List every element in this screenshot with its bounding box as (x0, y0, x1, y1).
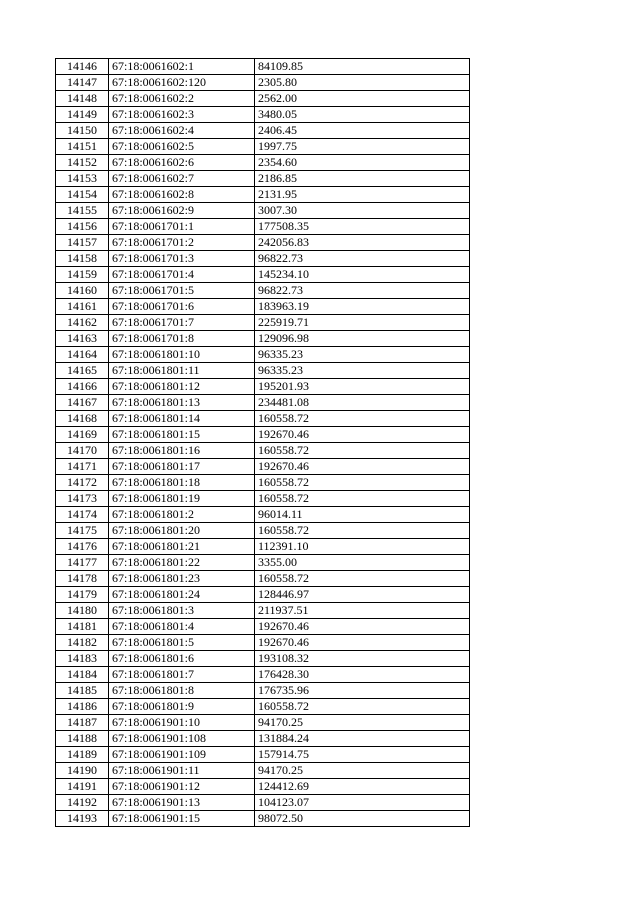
cadastral-number-cell: 67:18:0061901:12 (109, 779, 255, 795)
row-number-cell: 14190 (56, 763, 109, 779)
row-number-cell: 14166 (56, 379, 109, 395)
table-row (56, 699, 470, 715)
row-number-cell: 14177 (56, 555, 109, 571)
table-row (56, 715, 470, 731)
cadastral-number-cell: 67:18:0061602:5 (109, 139, 255, 155)
row-number-cell: 14168 (56, 411, 109, 427)
cadastral-number-cell: 67:18:0061901:10 (109, 715, 255, 731)
cadastral-number-cell: 67:18:0061701:3 (109, 251, 255, 267)
row-number-cell: 14165 (56, 363, 109, 379)
cadastral-number-cell: 67:18:0061602:2 (109, 91, 255, 107)
value-cell: 160558.72 (255, 475, 470, 491)
row-number-cell: 14162 (56, 315, 109, 331)
table-row (56, 171, 470, 187)
table-row (56, 299, 470, 315)
row-number-cell: 14153 (56, 171, 109, 187)
table-row (56, 619, 470, 635)
row-number-cell: 14150 (56, 123, 109, 139)
row-number-cell: 14154 (56, 187, 109, 203)
table-row (56, 123, 470, 139)
table-row (56, 107, 470, 123)
table-row (56, 635, 470, 651)
value-cell: 160558.72 (255, 571, 470, 587)
row-number-cell: 14148 (56, 91, 109, 107)
cadastral-number-cell: 67:18:0061602:7 (109, 171, 255, 187)
table-row (56, 491, 470, 507)
value-cell: 177508.35 (255, 219, 470, 235)
row-number-cell: 14181 (56, 619, 109, 635)
value-cell: 131884.24 (255, 731, 470, 747)
value-cell: 160558.72 (255, 411, 470, 427)
cadastral-number-cell: 67:18:0061602:8 (109, 187, 255, 203)
row-number-cell: 14146 (56, 59, 109, 75)
cadastral-number-cell: 67:18:0061801:2 (109, 507, 255, 523)
row-number-cell: 14151 (56, 139, 109, 155)
table-row (56, 347, 470, 363)
value-cell: 225919.71 (255, 315, 470, 331)
cadastral-number-cell: 67:18:0061701:8 (109, 331, 255, 347)
cadastral-number-cell: 67:18:0061801:22 (109, 555, 255, 571)
value-cell: 2562.00 (255, 91, 470, 107)
row-number-cell: 14149 (56, 107, 109, 123)
row-number-cell: 14189 (56, 747, 109, 763)
cadastral-number-cell: 67:18:0061701:6 (109, 299, 255, 315)
row-number-cell: 14193 (56, 811, 109, 827)
cadastral-number-cell: 67:18:0061701:2 (109, 235, 255, 251)
value-cell: 145234.10 (255, 267, 470, 283)
value-cell: 94170.25 (255, 763, 470, 779)
table-row (56, 395, 470, 411)
value-cell: 192670.46 (255, 635, 470, 651)
cadastral-number-cell: 67:18:0061801:5 (109, 635, 255, 651)
value-cell: 3355.00 (255, 555, 470, 571)
cadastral-number-cell: 67:18:0061901:108 (109, 731, 255, 747)
table-row (56, 363, 470, 379)
cadastral-number-cell: 67:18:0061801:8 (109, 683, 255, 699)
row-number-cell: 14161 (56, 299, 109, 315)
value-cell: 128446.97 (255, 587, 470, 603)
table-row (56, 779, 470, 795)
cadastral-number-cell: 67:18:0061801:24 (109, 587, 255, 603)
cadastral-number-cell: 67:18:0061801:21 (109, 539, 255, 555)
row-number-cell: 14180 (56, 603, 109, 619)
table-row (56, 219, 470, 235)
cadastral-number-cell: 67:18:0061602:4 (109, 123, 255, 139)
table-row (56, 75, 470, 91)
table-row (56, 747, 470, 763)
cadastral-number-cell: 67:18:0061801:6 (109, 651, 255, 667)
table-row (56, 811, 470, 827)
table-row (56, 731, 470, 747)
value-cell: 104123.07 (255, 795, 470, 811)
table-row (56, 267, 470, 283)
value-cell: 96014.11 (255, 507, 470, 523)
row-number-cell: 14170 (56, 443, 109, 459)
table-row (56, 795, 470, 811)
cadastral-number-cell: 67:18:0061901:109 (109, 747, 255, 763)
table-row (56, 411, 470, 427)
row-number-cell: 14174 (56, 507, 109, 523)
value-cell: 94170.25 (255, 715, 470, 731)
table-row (56, 475, 470, 491)
value-cell: 84109.85 (255, 59, 470, 75)
value-cell: 3480.05 (255, 107, 470, 123)
row-number-cell: 14182 (56, 635, 109, 651)
cadastral-number-cell: 67:18:0061701:1 (109, 219, 255, 235)
value-cell: 1997.75 (255, 139, 470, 155)
row-number-cell: 14159 (56, 267, 109, 283)
cadastral-number-cell: 67:18:0061701:7 (109, 315, 255, 331)
row-number-cell: 14179 (56, 587, 109, 603)
value-cell: 176735.96 (255, 683, 470, 699)
table-row (56, 59, 470, 75)
cadastral-number-cell: 67:18:0061801:19 (109, 491, 255, 507)
row-number-cell: 14156 (56, 219, 109, 235)
row-number-cell: 14163 (56, 331, 109, 347)
value-cell: 176428.30 (255, 667, 470, 683)
row-number-cell: 14175 (56, 523, 109, 539)
cadastral-number-cell: 67:18:0061801:9 (109, 699, 255, 715)
value-cell: 96335.23 (255, 347, 470, 363)
value-cell: 2131.95 (255, 187, 470, 203)
value-cell: 192670.46 (255, 459, 470, 475)
value-cell: 112391.10 (255, 539, 470, 555)
cadastral-number-cell: 67:18:0061602:120 (109, 75, 255, 91)
value-cell: 96822.73 (255, 251, 470, 267)
row-number-cell: 14164 (56, 347, 109, 363)
cadastral-number-cell: 67:18:0061901:15 (109, 811, 255, 827)
row-number-cell: 14160 (56, 283, 109, 299)
cadastral-number-cell: 67:18:0061801:15 (109, 427, 255, 443)
cadastral-number-cell: 67:18:0061801:4 (109, 619, 255, 635)
cadastral-number-cell: 67:18:0061801:11 (109, 363, 255, 379)
cadastral-number-cell: 67:18:0061701:5 (109, 283, 255, 299)
row-number-cell: 14172 (56, 475, 109, 491)
value-cell: 192670.46 (255, 619, 470, 635)
cadastral-number-cell: 67:18:0061801:13 (109, 395, 255, 411)
cadastral-number-cell: 67:18:0061801:3 (109, 603, 255, 619)
value-cell: 96822.73 (255, 283, 470, 299)
table-row (56, 523, 470, 539)
cadastral-number-cell: 67:18:0061602:1 (109, 59, 255, 75)
table-row (56, 155, 470, 171)
table-row (56, 763, 470, 779)
value-cell: 160558.72 (255, 491, 470, 507)
cadastral-number-cell: 67:18:0061801:10 (109, 347, 255, 363)
value-cell: 192670.46 (255, 427, 470, 443)
row-number-cell: 14178 (56, 571, 109, 587)
table-row (56, 459, 470, 475)
table-row (56, 427, 470, 443)
row-number-cell: 14188 (56, 731, 109, 747)
value-cell: 160558.72 (255, 699, 470, 715)
row-number-cell: 14185 (56, 683, 109, 699)
cadastral-number-cell: 67:18:0061602:3 (109, 107, 255, 123)
row-number-cell: 14191 (56, 779, 109, 795)
row-number-cell: 14169 (56, 427, 109, 443)
table-body (56, 59, 470, 827)
row-number-cell: 14173 (56, 491, 109, 507)
table-row (56, 235, 470, 251)
cadastral-number-cell: 67:18:0061602:6 (109, 155, 255, 171)
value-cell: 124412.69 (255, 779, 470, 795)
cadastral-number-cell: 67:18:0061801:16 (109, 443, 255, 459)
table-row (56, 651, 470, 667)
row-number-cell: 14186 (56, 699, 109, 715)
cadastral-number-cell: 67:18:0061801:7 (109, 667, 255, 683)
row-number-cell: 14167 (56, 395, 109, 411)
value-cell: 98072.50 (255, 811, 470, 827)
table-row (56, 315, 470, 331)
table-row (56, 283, 470, 299)
row-number-cell: 14187 (56, 715, 109, 731)
value-cell: 96335.23 (255, 363, 470, 379)
table-row (56, 379, 470, 395)
cadastral-number-cell: 67:18:0061901:11 (109, 763, 255, 779)
cadastral-number-cell: 67:18:0061801:12 (109, 379, 255, 395)
row-number-cell: 14147 (56, 75, 109, 91)
table-row (56, 139, 470, 155)
row-number-cell: 14176 (56, 539, 109, 555)
value-cell: 195201.93 (255, 379, 470, 395)
value-cell: 211937.51 (255, 603, 470, 619)
cadastral-number-cell: 67:18:0061701:4 (109, 267, 255, 283)
cadastral-number-cell: 67:18:0061901:13 (109, 795, 255, 811)
value-cell: 2406.45 (255, 123, 470, 139)
cadastral-number-cell: 67:18:0061602:9 (109, 203, 255, 219)
row-number-cell: 14192 (56, 795, 109, 811)
table-row (56, 603, 470, 619)
table-row (56, 667, 470, 683)
row-number-cell: 14183 (56, 651, 109, 667)
value-cell: 2186.85 (255, 171, 470, 187)
cadastral-number-cell: 67:18:0061801:20 (109, 523, 255, 539)
row-number-cell: 14171 (56, 459, 109, 475)
table-row (56, 91, 470, 107)
value-cell: 234481.08 (255, 395, 470, 411)
row-number-cell: 14155 (56, 203, 109, 219)
table-row (56, 203, 470, 219)
value-cell: 129096.98 (255, 331, 470, 347)
value-cell: 3007.30 (255, 203, 470, 219)
value-cell: 242056.83 (255, 235, 470, 251)
table-row (56, 331, 470, 347)
cadastral-value-table (55, 58, 470, 827)
value-cell: 160558.72 (255, 443, 470, 459)
table-row (56, 251, 470, 267)
table-row (56, 187, 470, 203)
value-cell: 2305.80 (255, 75, 470, 91)
table-row (56, 507, 470, 523)
cadastral-number-cell: 67:18:0061801:14 (109, 411, 255, 427)
row-number-cell: 14152 (56, 155, 109, 171)
value-cell: 193108.32 (255, 651, 470, 667)
table-row (56, 683, 470, 699)
row-number-cell: 14158 (56, 251, 109, 267)
table-row (56, 443, 470, 459)
table-row (56, 571, 470, 587)
table-row (56, 587, 470, 603)
table-row (56, 539, 470, 555)
value-cell: 160558.72 (255, 523, 470, 539)
cadastral-number-cell: 67:18:0061801:18 (109, 475, 255, 491)
row-number-cell: 14157 (56, 235, 109, 251)
value-cell: 183963.19 (255, 299, 470, 315)
value-cell: 157914.75 (255, 747, 470, 763)
table-row (56, 555, 470, 571)
row-number-cell: 14184 (56, 667, 109, 683)
value-cell: 2354.60 (255, 155, 470, 171)
cadastral-number-cell: 67:18:0061801:23 (109, 571, 255, 587)
cadastral-number-cell: 67:18:0061801:17 (109, 459, 255, 475)
